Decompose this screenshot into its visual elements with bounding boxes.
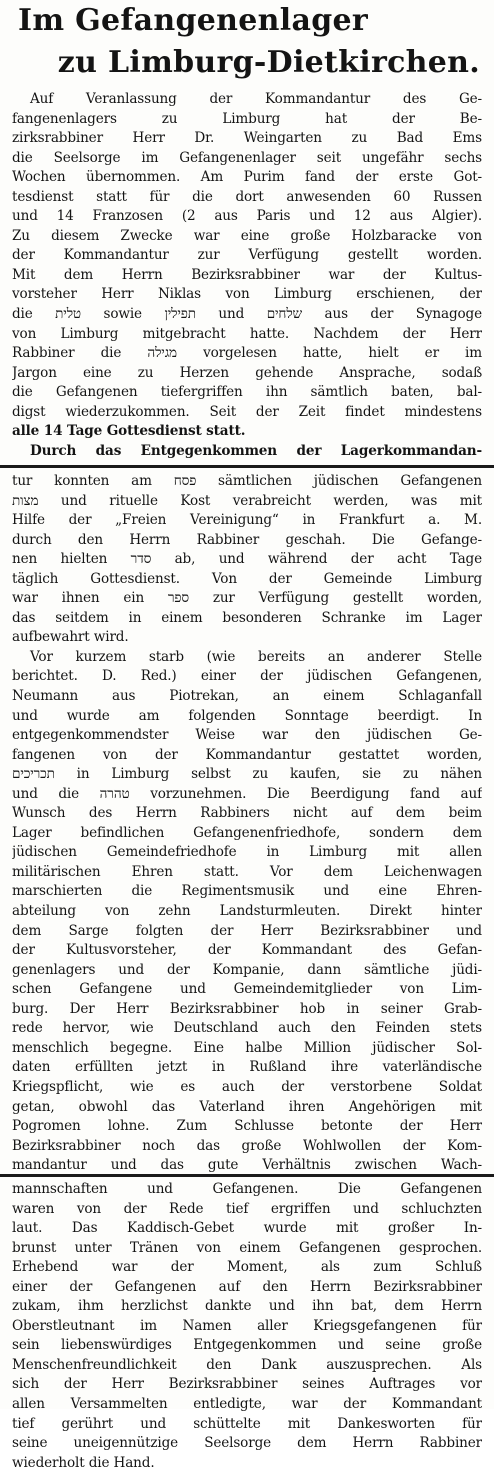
text-line: abteilung von zehn Landsturmleuten. Direkt hinter	[12, 903, 482, 920]
text-line: militärischen Ehren statt. Vor dem Leichenwagen	[12, 863, 482, 880]
text-line: rede hervor, wie Deutschland auch den Feinden stets	[12, 1020, 482, 1037]
text-line: Wochen übernommen. Am Purim fand der erste Got-	[12, 169, 482, 186]
text-line: tief gerührt und schüttelte mit Dankesworten für	[12, 1415, 482, 1432]
article-section-3	[12, 1180, 482, 1473]
text-line: das seitdem in einem besonderen Schranke im Lager	[12, 609, 482, 626]
text-line: war ihnen ein ספר zur Verfügung gestellt worden,	[12, 590, 482, 607]
text-line: von Limburg mitgebracht hatte. Nachdem der Herr	[12, 325, 482, 342]
text-line: und die טהרה vorzunehmen. Die Beerdigung fand auf	[12, 785, 482, 802]
text-line: תכריכים in Limburg selbst zu kaufen, sie zu nähen	[12, 766, 482, 783]
text-line: Bezirksrabbiner noch das große Wohlwollen der Kom-	[12, 1137, 482, 1154]
text-line: sich der Herr Bezirksrabbiner seines Auftrages vor	[12, 1376, 482, 1393]
headline-line-1: Im Gefangenenlager	[18, 3, 368, 38]
text-line: tur konnten am פסח sämtlichen jüdischen Gefangenen	[12, 473, 482, 489]
text-line: Rabbiner die מגילה vorgelesen hatte, hielt er im	[12, 345, 482, 362]
text-line: Vor kurzem starb (wie bereits an anderer Stelle	[30, 648, 482, 665]
text-line: Jargon eine zu Herzen gehende Ansprache, sodaß	[12, 364, 482, 381]
text-line: berichtet. D. Red.) einer der jüdischen Gefangenen,	[12, 668, 482, 685]
text-line: Menschenfreundlichkeit den Dank auszusprechen. Als	[12, 1356, 482, 1373]
text-line: wiederholt die Hand.	[12, 1454, 155, 1471]
text-line: מצות und rituelle Kost verabreicht werden, was mit	[12, 492, 482, 509]
text-line: und 14 Franzosen (2 aus Paris und 12 aus Algier).	[12, 208, 482, 225]
text-line: die טלית sowie תפילין und שלחים aus der Synagoge	[12, 306, 482, 323]
text-line: Neumann aus Piotrekan, an einem Schlaganfall	[12, 688, 482, 705]
text-line: die Seelsorge im Gefangenenlager seit ungefähr sechs	[12, 149, 482, 166]
text-line: alle 14 Tage Gottesdienst statt.	[12, 423, 246, 440]
text-line: mannschaften und Gefangenen. Die Gefangenen	[12, 1181, 482, 1197]
text-line: der Kommandantur zur Verfügung gestellt worden.	[12, 247, 482, 264]
text-line: waren von der Rede tief ergriffen und schluchzten	[12, 1200, 482, 1217]
text-line: durch den Herrn Rabbiner geschah. Die Gefange-	[12, 531, 482, 548]
text-line: fangenenlagers zu Limburg hat der Be-	[12, 110, 482, 127]
text-line: getan, obwohl das Vaterland ihren Angehörigen mit	[12, 1098, 482, 1115]
text-line: Lager befindlichen Gefangenenfriedhofe, sondern dem	[12, 824, 482, 841]
text-line: Oberstleutnant im Namen aller Kriegsgefangenen für	[12, 1317, 482, 1334]
text-line: Kriegspflicht, wie es auch der verstorbene Soldat	[12, 1078, 482, 1095]
text-line: zukam, ihm herzlichst dankte und ihn bat, dem Herrn	[12, 1298, 482, 1315]
text-line: und wurde am folgenden Sonntage beerdigt. In	[12, 707, 482, 724]
headline-line-2: zu Limburg-Dietkirchen.	[57, 45, 480, 80]
text-line: mandantur und das gute Verhältnis zwischen Wach-	[12, 1157, 482, 1174]
text-line: dem Sarge folgten der Herr Bezirksrabbiner und	[12, 922, 482, 939]
text-line: Auf Veranlassung der Kommandantur des Ge-	[30, 91, 482, 107]
column-divider-1	[0, 465, 494, 468]
text-line: die Gefangenen tiefergriffen ihn sämtlich baten, bal-	[12, 384, 482, 401]
text-line: Erhebend war der Moment, als zum Schluß	[12, 1259, 482, 1276]
text-line: fangenen von der Kommandantur gestattet worden,	[12, 746, 482, 763]
text-line: der Kultusvorsteher, der Kommandant des Gefan-	[12, 942, 482, 959]
text-line: entgegenkommendster Weise war den jüdischen Ge-	[12, 727, 482, 744]
text-line: brunst unter Tränen von einem Gefangenen gesprochen.	[12, 1239, 482, 1256]
text-line: jüdischen Gemeindefriedhofe in Limburg mit allen	[12, 844, 482, 861]
text-line: aufbewahrt wird.	[12, 629, 129, 646]
text-line: vorsteher Herr Niklas von Limburg erschienen, der	[12, 286, 482, 303]
text-line: genenlagers und der Kompanie, dann sämtliche jüdi-	[12, 961, 482, 978]
text-line: nen hielten סדר ab, und während der acht Tage	[12, 551, 482, 568]
text-line: Durch das Entgegenkommen der Lagerkommandan-	[30, 442, 482, 459]
text-line: burg. Der Herr Bezirksrabbiner hob in seiner Grab-	[12, 1000, 482, 1017]
text-line: laut. Das Kaddisch-Gebet wurde mit großer In-	[12, 1220, 482, 1237]
text-line: sein liebenswürdiges Entgegenkommen und seine große	[12, 1337, 482, 1354]
column-divider-2	[0, 1174, 494, 1177]
article-section-2	[12, 472, 482, 1176]
text-line: marschierten die Regimentsmusik und eine Ehren-	[12, 883, 482, 900]
text-line: seine uneigennützige Seelsorge dem Herrn Rabbiner	[12, 1435, 482, 1452]
text-line: schen Gefangene und Gemeindemitglieder von Lim-	[12, 981, 482, 998]
text-line: täglich Gottesdienst. Von der Gemeinde Limburg	[12, 570, 482, 587]
text-line: einer der Gefangenen auf den Herrn Bezirksrabbiner	[12, 1278, 482, 1295]
text-line: tesdienst statt für die dort anwesenden 60 Russen	[12, 188, 482, 205]
text-line: allen Versammelten entledigte, war der Kommandant	[12, 1396, 482, 1413]
text-line: Zu diesem Zwecke war eine große Holzbaracke von	[12, 227, 482, 244]
text-line: daten erfüllten jetzt in Rußland ihre vaterländische	[12, 1059, 482, 1076]
text-line: digst wiederzukommen. Seit der Zeit findet mindestens	[12, 403, 482, 420]
text-line: menschlich begegne. Eine halbe Million jüdischer Sol-	[12, 1039, 482, 1056]
text-line: Mit dem Herrn Bezirksrabbiner war der Kultus-	[12, 266, 482, 283]
text-line: Pogromen lohne. Zum Schlusse betonte der Herr	[12, 1118, 482, 1135]
text-line: Hilfe der „Freien Vereinigung“ in Frankfurt a. M.	[12, 512, 482, 529]
text-line: zirksrabbiner Herr Dr. Weingarten zu Bad Ems	[12, 130, 482, 147]
text-line: Wunsch des Herrn Rabbiners nicht auf dem beim	[12, 805, 482, 822]
article-section-1	[12, 90, 482, 461]
